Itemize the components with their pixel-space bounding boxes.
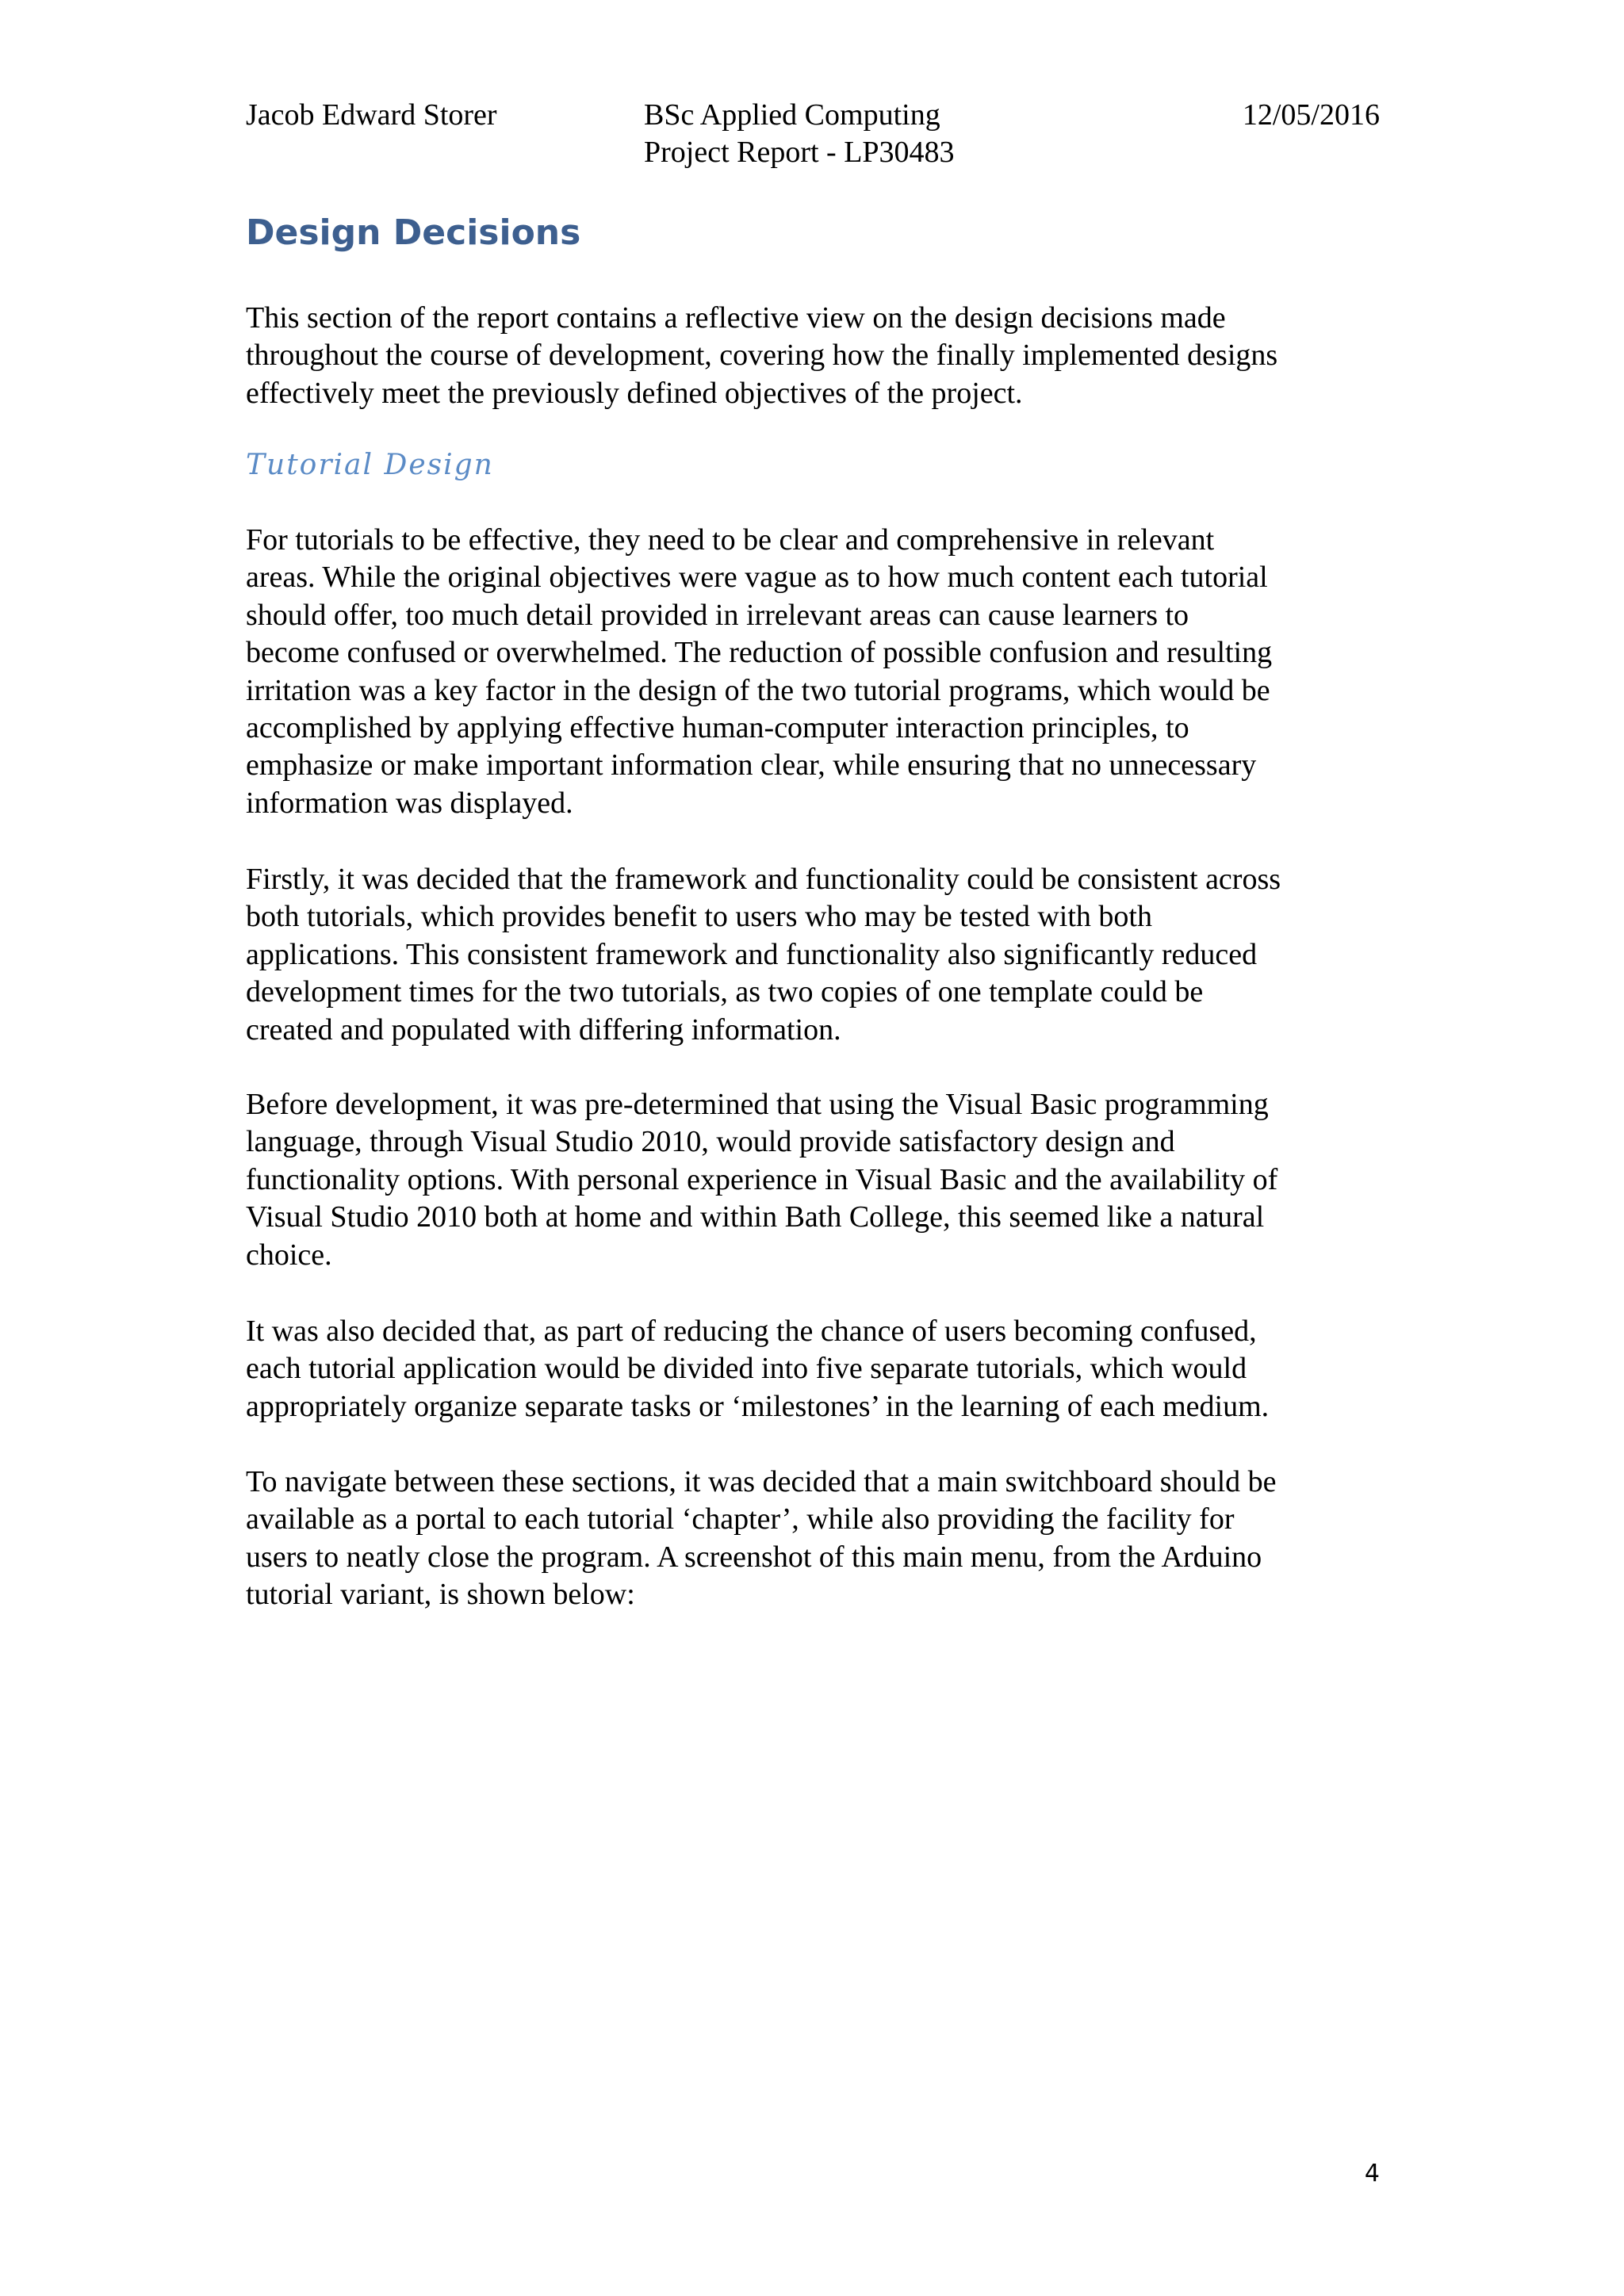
header-course: BSc Applied Computing bbox=[644, 98, 940, 132]
header-author: Jacob Edward Storer bbox=[246, 98, 497, 132]
text-line: language, through Visual Studio 2010, would provide satisfactory design and bbox=[246, 1125, 1175, 1159]
text-line: Visual Studio 2010 both at home and within Bath College, this seemed like a natural bbox=[246, 1200, 1265, 1234]
text-line: tutorial variant, is shown below: bbox=[246, 1578, 635, 1612]
text-line: It was also decided that, as part of reducing the chance of users becoming confused, bbox=[246, 1314, 1257, 1348]
text-line: users to neatly close the program. A screenshot of this main menu, from the Arduino bbox=[246, 1540, 1262, 1574]
text-line: information was displayed. bbox=[246, 786, 573, 820]
text-line: Before development, it was pre-determined that using the Visual Basic programming bbox=[246, 1088, 1269, 1121]
text-line: accomplished by applying effective human-computer interaction principles, to bbox=[246, 711, 1189, 745]
text-line: Firstly, it was decided that the framework and functionality could be consistent across bbox=[246, 863, 1281, 896]
header-date: 12/05/2016 bbox=[1242, 98, 1380, 132]
text-line: For tutorials to be effective, they need to be clear and comprehensive in relevant bbox=[246, 523, 1215, 557]
body-paragraph bbox=[246, 861, 1380, 1049]
text-line: created and populated with differing information. bbox=[246, 1012, 841, 1047]
text-line: irritation was a key factor in the design of the two tutorial programs, which would be bbox=[246, 673, 1270, 707]
text-line: available as a portal to each tutorial ‘chapter’, while also providing the facility for bbox=[246, 1502, 1235, 1536]
text-line: emphasize or make important information clear, while ensuring that no unnecessary bbox=[246, 748, 1257, 783]
text-line: both tutorials, which provides benefit to users who may be tested with both bbox=[246, 900, 1152, 934]
intro-paragraph bbox=[246, 300, 1380, 412]
text-line: To navigate between these sections, it was decided that a main switchboard should be bbox=[246, 1465, 1277, 1498]
text-line: functionality options. With personal experience in Visual Basic and the availability of bbox=[246, 1162, 1278, 1196]
body-paragraph bbox=[246, 1464, 1380, 1614]
header-report-title: Project Report - LP30483 bbox=[644, 136, 955, 169]
text-line: should offer, too much detail provided in irrelevant areas can cause learners to bbox=[246, 598, 1189, 632]
text-line: throughout the course of development, covering how the finally implemented designs bbox=[246, 339, 1278, 373]
subsection-title: Tutorial Design bbox=[246, 449, 494, 481]
text-line: development times for the two tutorials, as two copies of one template could be bbox=[246, 975, 1204, 1009]
text-line: become confused or overwhelmed. The reduction of possible confusion and resulting bbox=[246, 636, 1273, 670]
text-line: appropriately organize separate tasks or ‘milestones’ in the learning of each medium. bbox=[246, 1389, 1270, 1423]
document-page bbox=[246, 0, 1380, 2296]
text-line: applications. This consistent framework and functionality also significantly reduced bbox=[246, 937, 1258, 971]
page-number: 4 bbox=[1364, 2160, 1380, 2187]
text-line: effectively meet the previously defined objectives of the project. bbox=[246, 376, 1023, 410]
section-title: Design Decisions bbox=[246, 212, 581, 253]
body-paragraph bbox=[246, 1313, 1380, 1425]
text-line: This section of the report contains a reflective view on the design decisions made bbox=[246, 301, 1226, 335]
header-course-info bbox=[644, 97, 955, 171]
text-line: areas. While the original objectives were vague as to how much content each tutorial bbox=[246, 561, 1268, 595]
body-paragraph bbox=[246, 522, 1380, 822]
text-line: each tutorial application would be divided into five separate tutorials, which would bbox=[246, 1352, 1247, 1386]
text-line: choice. bbox=[246, 1238, 332, 1272]
page-header bbox=[246, 97, 1380, 176]
body-paragraph bbox=[246, 1086, 1380, 1274]
